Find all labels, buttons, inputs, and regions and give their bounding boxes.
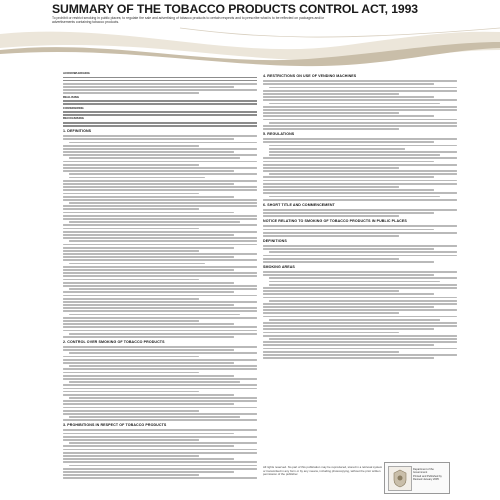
copyright-notice: All rights reserved. No part of this publication may be reproduced, stored in a retrieval system or transmitted in any form or by any means, including photocopying, without the prior written permission of the publisher. — [263, 465, 383, 477]
publisher-line-1: Department of the Government — [413, 468, 434, 475]
intro-label-recognising: RECOGNISING — [63, 116, 84, 121]
publisher-line-2: Printed and Published by — [413, 474, 442, 478]
intro-label-acknowledging: ACKNOWLEDGING — [63, 72, 90, 75]
document-title: SUMMARY OF THE TOBACCO PRODUCTS CONTROL ACT, 1993 — [52, 2, 418, 16]
coat-of-arms-icon — [388, 466, 412, 491]
section-heading-notice-public-places: NOTICE RELATING TO SMOKING OF TOBACCO PRODUCTS IN PUBLIC PLACES — [263, 219, 407, 224]
section-heading-definitions: 1. DEFINITIONS — [63, 128, 92, 133]
section-heading-short-title: 6. SHORT TITLE AND COMMENCEMENT — [263, 202, 335, 207]
right-column — [263, 72, 457, 397]
swoosh-light-band — [0, 32, 500, 61]
intro-label-considering: CONSIDERING — [63, 105, 84, 110]
section-heading-control-over-smoking: 2. CONTROL OVER SMOKING OF TOBACCO PRODUCTS — [63, 339, 165, 344]
decorative-swoosh — [0, 20, 500, 70]
section-heading-smoking-areas: SMOKING AREAS — [263, 264, 295, 269]
section-heading-vending-machines: 4. RESTRICTIONS ON USE OF VENDING MACHINES — [263, 74, 357, 78]
left-column — [63, 72, 257, 482]
publisher-line-3: Revised January 2005 — [413, 478, 439, 482]
section-heading-prohibitions: 3. PROHIBITIONS IN RESPECT OF TOBACCO PRODUCTS — [63, 423, 167, 428]
section-heading-regulations: 5. REGULATIONS — [263, 131, 295, 136]
intro-label-realising: REALISING — [63, 94, 80, 99]
publisher-text — [413, 468, 447, 482]
document-subtitle: To prohibit or restrict smoking in public places; to regulate the sale and advertising of tobacco products to certain respects and to prescribe what is to be reflected on packages and/or advertisements containing tobacco products. — [52, 16, 325, 25]
publisher-box — [384, 462, 450, 494]
section-heading-definitions-notice: DEFINITIONS — [263, 238, 287, 243]
